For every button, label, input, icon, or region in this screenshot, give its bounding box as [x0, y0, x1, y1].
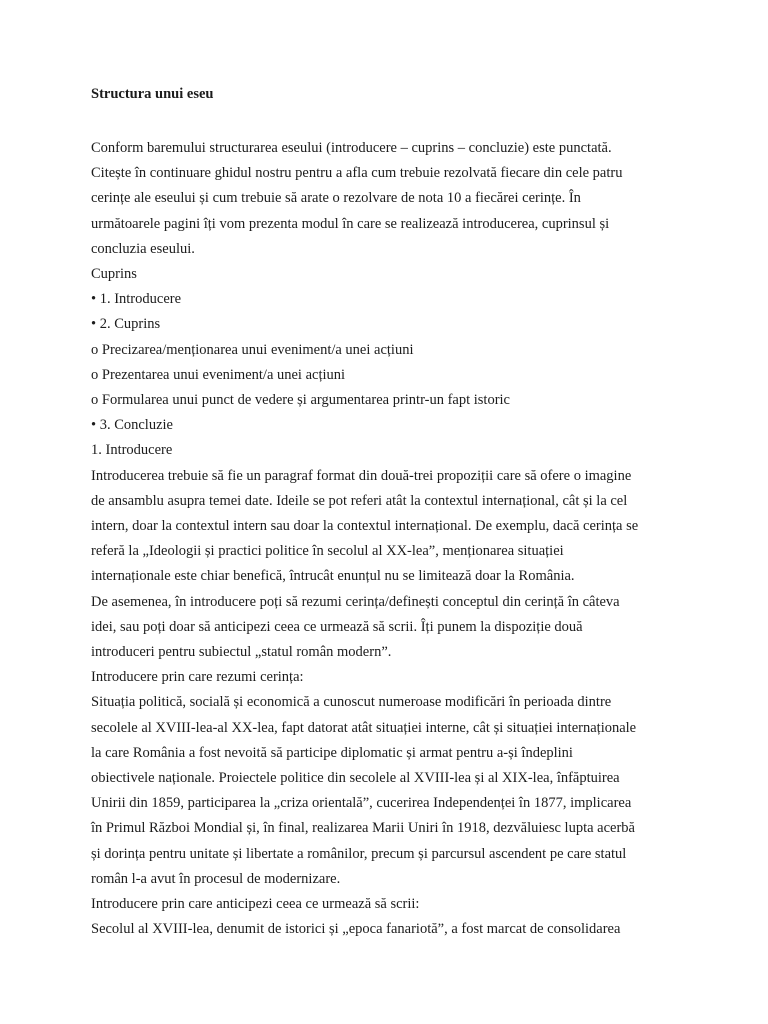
paragraph-line: Situația politică, socială și economică a cunoscut numeroase modificări în perioada dintre — [91, 694, 612, 711]
paragraph-line: idei, sau poți doar să anticipezi ceea ce urmează să scrii. Îți punem la dispoziție două — [91, 618, 583, 635]
paragraph-line: în Primul Război Mondial și, în final, realizarea Marii Uniri în 1918, dezvăluiesc lupta acerbă — [91, 820, 635, 837]
intro-line: următoarele pagini îți vom prezenta modul în care se realizează introducerea, cuprinsul și — [91, 215, 610, 232]
document-page — [91, 84, 691, 943]
document-body — [91, 136, 691, 943]
paragraph-line: De asemenea, în introducere poți să rezumi cerința/definești conceptul din cerință în câteva — [91, 593, 620, 610]
toc-item: • 1. Introducere — [91, 291, 182, 308]
intro-line: cerințe ale eseului și cum trebuie să arate o rezolvare de nota 10 a fiecărei cerințe. În — [91, 190, 581, 207]
paragraph-line: român l-a avut în procesul de modernizare. — [91, 870, 341, 887]
paragraph-line: de ansamblu asupra temei date. Ideile se pot referi atât la contextul internațional, cât și la cel — [91, 492, 628, 509]
toc-heading: Cuprins — [91, 266, 137, 283]
section-heading: 1. Introducere — [91, 442, 173, 459]
paragraph-line: Secolul al XVIII-lea, denumit de istorici și „epoca fanariotă”, a fost marcat de consolidarea — [91, 921, 621, 938]
document-title: Structura unui eseu — [91, 86, 214, 102]
paragraph-line: internaționale este chiar benefică, întrucât enunțul nu se limitează doar la România. — [91, 568, 575, 585]
intro-line: Conform baremului structurarea eseului (introducere – cuprins – concluzie) este punctată. — [91, 140, 612, 156]
toc-item: • 2. Cuprins — [91, 316, 161, 333]
paragraph-line: și dorința pentru unitate și libertate a românilor, precum și parcursul ascendent pe care statul — [91, 845, 627, 862]
toc-subitem: o Prezentarea unui eveniment/a unei acțiuni — [91, 366, 346, 383]
intro-line: Citește în continuare ghidul nostru pentru a afla cum trebuie rezolvată fiecare din cele patru — [91, 165, 623, 182]
intro-line: concluzia eseului. — [91, 240, 195, 257]
paragraph-line: introduceri pentru subiectul „statul român modern”. — [91, 644, 392, 661]
paragraph-line: referă la „Ideologii și practici politice în secolul al XX-lea”, menționarea situației — [91, 543, 564, 560]
paragraph-line: la care România a fost nevoită să participe diplomatic și armat pentru a-și îndeplini — [91, 744, 573, 761]
subsection-label: Introducere prin care rezumi cerința: — [91, 669, 304, 686]
paragraph-line: secolele al XVIII-lea-al XX-lea, fapt datorat atât situației interne, cât și situației internaționale — [91, 719, 637, 736]
toc-subitem: o Precizarea/menționarea unui eveniment/a unei acțiuni — [91, 341, 414, 358]
toc-subitem: o Formularea unui punct de vedere și argumentarea printr-un fapt istoric — [91, 392, 510, 409]
toc-item: • 3. Concluzie — [91, 417, 173, 434]
paragraph-line: Unirii din 1859, participarea la „criza orientală”, cucerirea Independenței în 1877, implicarea — [91, 795, 632, 812]
paragraph-line: obiectivele naționale. Proiectele politice din secolele al XVIII-lea și al XIX-lea, înfăptuirea — [91, 770, 620, 787]
subsection-label: Introducere prin care anticipezi ceea ce urmează să scrii: — [91, 896, 420, 913]
paragraph-line: Introducerea trebuie să fie un paragraf format din două-trei propoziții care să ofere o imagine — [91, 467, 632, 484]
paragraph-line: intern, doar la contextul intern sau doar la contextul internațional. De exemplu, dacă cerința se — [91, 518, 639, 535]
